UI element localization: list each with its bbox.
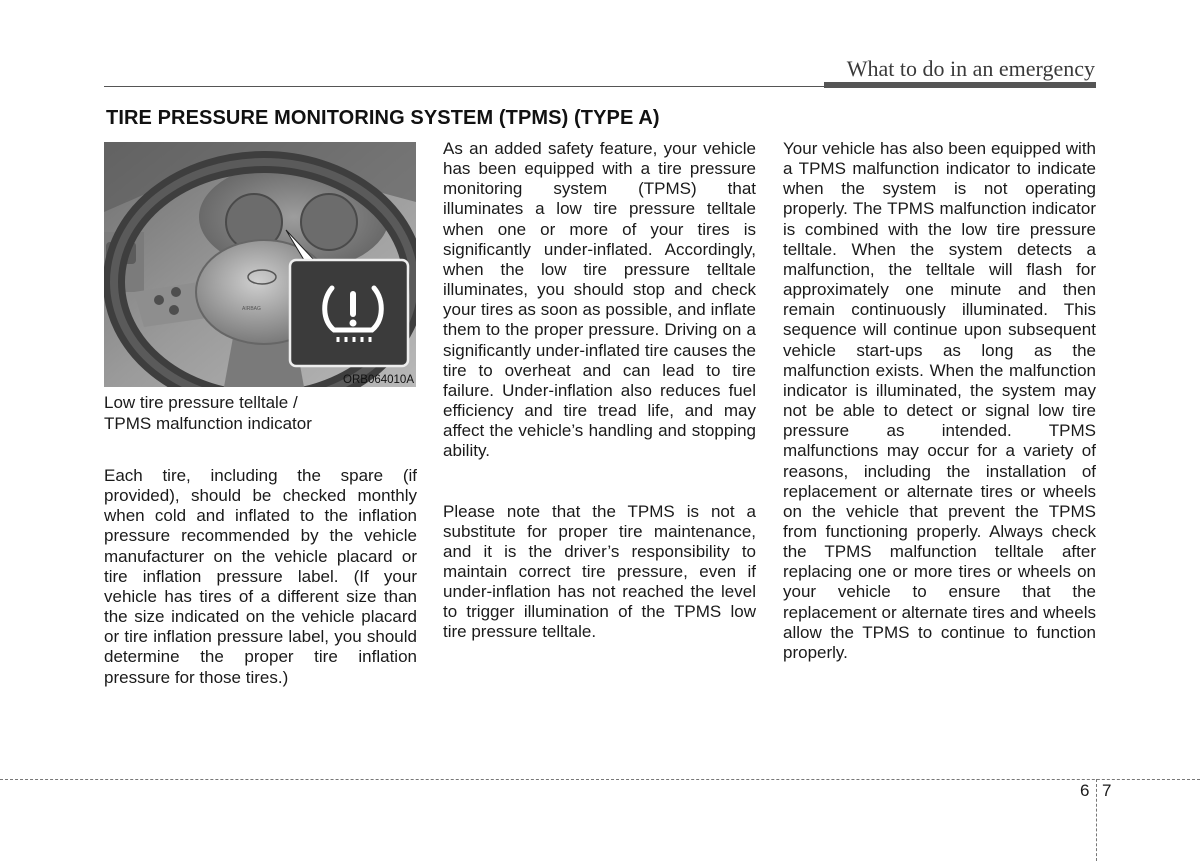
footer-dashed-rule <box>0 779 1200 780</box>
steering-wheel-figure <box>104 142 416 387</box>
header-rule <box>104 86 824 87</box>
running-header-title: What to do in an emergency <box>846 56 1095 81</box>
figure-caption-line-2: TPMS malfunction indicator <box>104 413 312 433</box>
chapter-number: 6 <box>1080 781 1090 800</box>
body-paragraph: Your vehicle has also been equipped with a TPMS malfunction indicator to indicate when the system is not operating properly. The TPMS malfunction indicator is combined with the low tire pressure telltale. When the system detects a malfunction, the telltale will flash for approximately one minute and then remain continuously illuminated. This sequence will continue upon subsequent vehicle start-ups as long as the malfunction exists. When the malfunction indicator is illuminated, the system may not be able to detect or signal low tire pressure as intended. TPMS malfunctions may occur for a variety of reasons, including the installation of replacement or alternate tires or wheels on the vehicle that prevent the TPMS from functioning properly. Always check the TPMS malfunction telltale after replacing one or more tires or wheels on your vehicle to ensure that the replacement or alternate tires and wheels allow the TPMS to continue to function properly. <box>783 139 1096 662</box>
column-2 <box>443 139 756 643</box>
airbag-label: AIRBAG <box>242 306 261 312</box>
steering-wheel-illustration <box>104 142 416 387</box>
figure-caption <box>104 393 416 434</box>
section-title: TIRE PRESSURE MONITORING SYSTEM (TPMS) (TYPE A) <box>106 107 660 129</box>
body-paragraph: As an added safety feature, your vehicle has been equipped with a tire pressure monitoring system (TPMS) that illuminates a low tire pressure telltale when one or more of your tires is significantly under-inflated. Accordingly, when the low tire pressure telltale illuminates, you should stop and check your tires as soon as possible, and inflate them to the proper pressure. Driving on a significantly under-inflated tire causes the tire to overheat and can lead to tire failure. Under-inflation also reduces fuel efficiency and tire tread life, and may affect the vehicle’s handling and stopping ability. <box>443 139 756 461</box>
figure-caption-line-1: Low tire pressure telltale / <box>104 393 298 412</box>
tpms-warning-icon <box>318 280 388 346</box>
column-3 <box>783 139 1096 663</box>
header-rule-accent <box>824 82 1096 88</box>
body-paragraph: Please note that the TPMS is not a substitute for proper tire maintenance, and it is the driver’s responsibility to maintain correct tire pressure, even if under-inflation has not reached the level to trigger illumination of the TPMS low tire pressure telltale. <box>443 501 756 642</box>
figure-code: ORB064010A <box>343 374 414 386</box>
column-1 <box>104 466 417 688</box>
page-number: 7 <box>1102 781 1112 800</box>
body-paragraph: Each tire, including the spare (if provided), should be checked monthly when cold and inflated to the inflation pressure recommended by the vehicle manufacturer on the vehicle placard or tire inflation pressure label. (If your vehicle has tires of a different size than the size indicated on the vehicle placard or tire inflation pressure label, you should determine the proper tire inflation pressure for those tires.) <box>104 466 417 687</box>
footer-dashed-divider <box>1096 779 1097 861</box>
